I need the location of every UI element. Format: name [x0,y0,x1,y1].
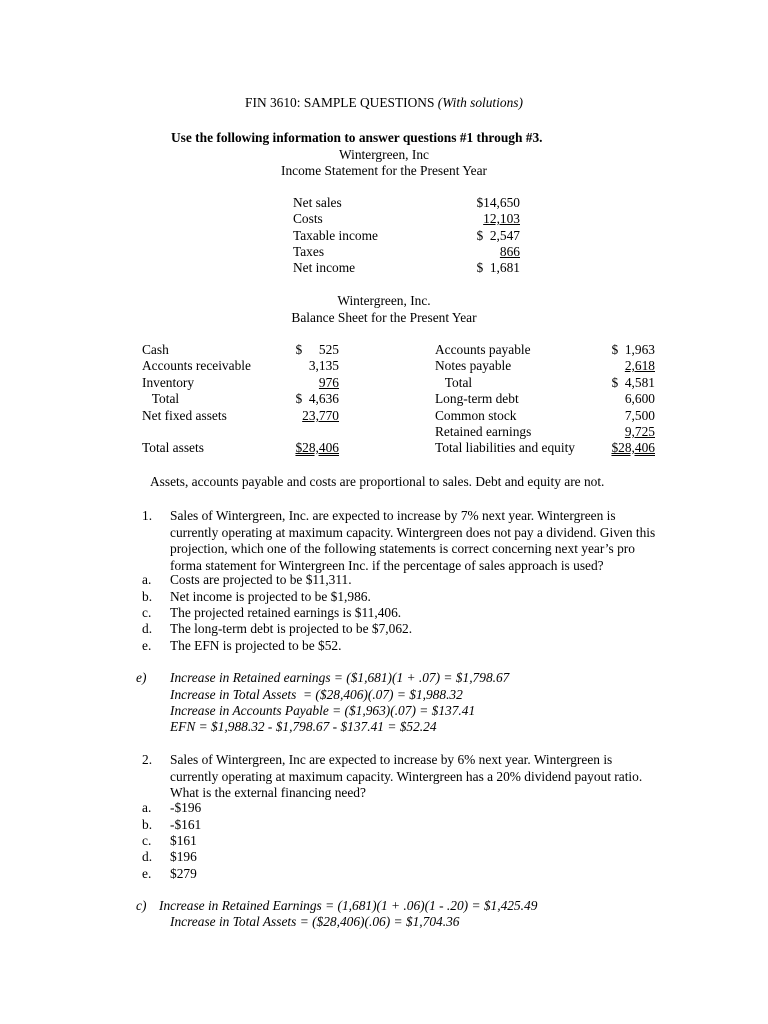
option-letter: b. [142,817,153,832]
asset-row [142,391,339,408]
liability-value: 6,600 [624,391,655,406]
liability-value: 7,500 [624,408,655,423]
solution-line: Increase in Retained Earnings = (1,681)(1 + .06)(1 - .20) = $1,425.49 [159,898,538,913]
asset-row [142,358,339,375]
option-text: Costs are projected to be $11,311. [170,572,352,587]
liability-row [435,375,655,392]
asset-label: Accounts receivable [142,358,251,373]
option-text: $161 [170,833,197,848]
assumption-text: Assets, accounts payable and costs are proportional to sales. Debt and equity are not. [150,474,605,489]
solution-line: Increase in Total Assets = ($28,406)(.06) = $1,704.36 [170,914,460,929]
liability-row [435,424,655,441]
income-row [293,244,520,261]
option-text: The EFN is projected to be $52. [170,638,342,653]
instruction-text: Use the following information to answer questions #1 through #3. [171,130,543,145]
income-value: 866 [499,244,520,259]
asset-value: $28,406 [295,440,339,455]
asset-value: $ 4,636 [295,391,339,406]
income-value: 12,103 [483,211,520,226]
income-label: Net income [293,260,356,275]
option-text: The long-term debt is projected to be $7,062. [170,621,413,636]
income-label: Taxable income [293,228,378,243]
page-title-main: FIN 3610: SAMPLE QUESTIONS [245,95,438,110]
solution-line: Increase in Accounts Payable = ($1,963)(.07) = $137.41 [170,703,476,718]
asset-label: Total assets [142,440,204,455]
option-letter: e. [142,638,152,653]
option-text: -$196 [170,800,202,815]
income-row [293,195,520,212]
option-letter: b. [142,589,153,604]
income-label: Net sales [293,195,342,210]
question-text: Sales of Wintergreen, Inc are expected to increase by 6% next year. Wintergreen is currently operating at maximum capacity. Wintergreen has a 20% dividend payout ratio. What is the external financing need? [170,752,643,800]
income-value: $ 2,547 [476,228,520,243]
page-title-italic: (With solutions) [437,95,523,110]
income-label: Taxes [293,244,325,259]
question-number: 1. [142,508,153,523]
income-company-name: Wintergreen, Inc [339,147,429,162]
asset-label: Net fixed assets [142,408,227,423]
solution-line: Increase in Total Assets = ($28,406)(.07) = $1,988.32 [170,687,463,702]
balance-company-name: Wintergreen, Inc. [337,293,431,308]
liability-label: Long-term debt [435,391,519,406]
answer-letter: c) [136,898,147,913]
liability-row [435,408,655,425]
solution-line: Increase in Retained earnings = ($1,681)(1 + .07) = $1,798.67 [170,670,510,685]
income-value: $ 1,681 [476,260,520,275]
liability-label: Common stock [435,408,517,423]
liability-value: $ 4,581 [611,375,655,390]
asset-value: 976 [318,375,339,390]
liability-value: 9,725 [624,424,655,439]
liability-row [435,342,655,359]
asset-value: 23,770 [302,408,339,423]
asset-label: Total [142,391,180,406]
liability-label: Total liabilities and equity [435,440,576,455]
answer-letter: e) [136,670,147,685]
asset-label: Cash [142,342,169,357]
option-text: $279 [170,866,197,881]
option-letter: c. [142,833,152,848]
asset-value: 3,135 [308,358,339,373]
income-row [293,228,520,245]
option-letter: e. [142,866,152,881]
liability-label: Total [435,375,473,390]
option-letter: c. [142,605,152,620]
option-letter: d. [142,849,153,864]
income-statement-title: Income Statement for the Present Year [280,163,487,178]
solution-line: EFN = $1,988.32 - $1,798.67 - $137.41 = $52.24 [170,719,437,734]
income-label: Costs [293,211,323,226]
income-row [293,211,520,228]
option-letter: a. [142,800,152,815]
asset-value: $ 525 [295,342,339,357]
liability-value: $ 1,963 [611,342,655,357]
option-text: $196 [170,849,197,864]
balance-sheet-title: Balance Sheet for the Present Year [291,310,477,325]
option-text: -$161 [170,817,202,832]
option-text: The projected retained earnings is $11,406. [170,605,402,620]
liability-value: $28,406 [611,440,655,455]
liability-value: 2,618 [624,358,655,373]
question-number: 2. [142,752,153,767]
question-text: Sales of Wintergreen, Inc. are expected to increase by 7% next year. Wintergreen is currently operating at maximum capacity. Wintergreen does not pay a dividend. Given this projection, which one of the following statements is correct concerning next year’s pro forma statement for Wintergreen Inc. if the percentage of sales approach is used? [170,508,656,573]
liability-label: Retained earnings [435,424,532,439]
liability-row [435,358,655,375]
page-title [0,95,768,112]
asset-row [142,440,339,457]
liability-label: Accounts payable [435,342,531,357]
asset-label: Inventory [142,375,195,390]
income-row [293,260,520,277]
income-value: $14,650 [476,195,520,210]
liability-label: Notes payable [435,358,512,373]
option-letter: d. [142,621,153,636]
option-text: Net income is projected to be $1,986. [170,589,371,604]
asset-row [142,342,339,359]
liability-row [435,440,655,457]
asset-row [142,408,339,425]
option-letter: a. [142,572,152,587]
liability-row [435,391,655,408]
asset-row [142,375,339,392]
